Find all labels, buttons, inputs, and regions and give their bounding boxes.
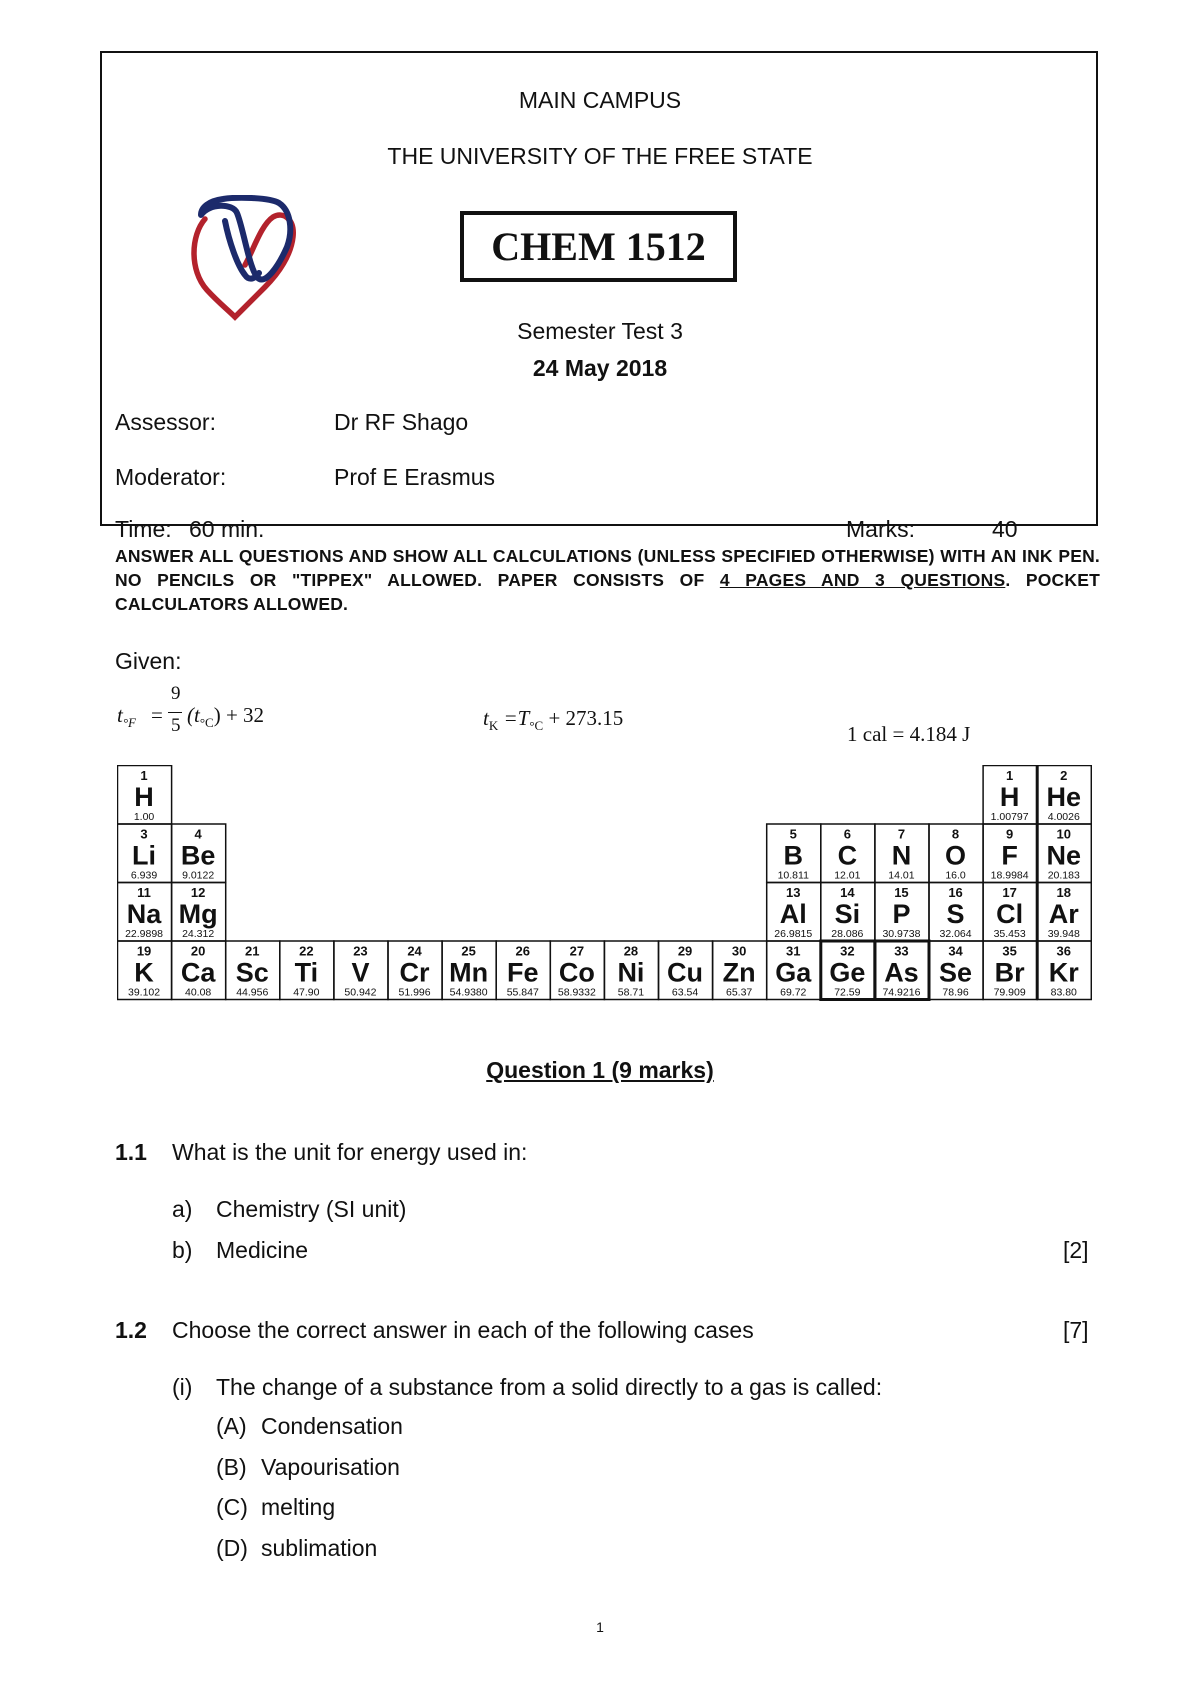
atomic-mass: 79.909: [993, 986, 1026, 999]
atomic-mass: 1.00797: [990, 811, 1029, 823]
q1-2i-text: The change of a substance from a solid directly to a gas is called:: [216, 1374, 883, 1400]
atomic-number: 24: [407, 943, 422, 959]
q1-2-text: Choose the correct answer in each of the following cases: [172, 1317, 754, 1343]
element-cell-cu: [659, 941, 713, 1000]
f-numerator: 9: [171, 683, 181, 704]
element-cell-ti: [280, 941, 334, 1000]
element-symbol: Cu: [667, 957, 704, 988]
element-symbol: Mn: [449, 957, 489, 988]
atomic-mass: 28.086: [831, 928, 864, 940]
time-value: 60 min.: [189, 516, 265, 542]
atomic-number: 23: [353, 943, 368, 959]
element-symbol: N: [891, 840, 912, 871]
atomic-number: 25: [461, 943, 476, 959]
element-symbol: Ca: [180, 957, 216, 988]
element-symbol: Br: [994, 957, 1025, 988]
element-symbol: Kr: [1048, 957, 1079, 988]
element-cell-ge: [821, 941, 875, 1000]
q1-1-text: What is the unit for energy used in:: [172, 1139, 528, 1165]
atomic-number: 4: [194, 826, 202, 842]
element-symbol: Zn: [722, 957, 756, 988]
atomic-number: 34: [948, 943, 963, 959]
element-symbol: Fe: [506, 957, 539, 988]
element-cell-se: [929, 941, 983, 1000]
atomic-number: 11: [137, 885, 151, 900]
element-cell-co: [550, 941, 604, 1000]
element-cell-li: [118, 824, 172, 883]
element-symbol: Si: [834, 899, 861, 929]
element-symbol: Li: [132, 840, 157, 871]
test-date: 24 May 2018: [532, 355, 668, 381]
element-symbol: Ni: [617, 957, 645, 988]
question-1-title: Question 1 (9 marks): [486, 1057, 714, 1083]
element-symbol: Ne: [1046, 840, 1082, 871]
atomic-number: 6: [843, 826, 851, 842]
f-equals: =: [151, 703, 163, 727]
assessor-name: Dr RF Shago: [334, 409, 469, 435]
atomic-mass: 50.942: [344, 986, 377, 999]
q1-1b-text: Medicine: [216, 1237, 309, 1263]
element-symbol: Ge: [829, 957, 866, 988]
element-cell-sc: [226, 941, 280, 1000]
kelvin-formula: $t_K =T_{^\circ C} + 273.15$: [483, 706, 624, 734]
element-symbol: Al: [779, 899, 807, 929]
option-b-text: Vapourisation: [261, 1454, 400, 1480]
element-symbol: Ti: [294, 957, 319, 988]
atomic-number: 2: [1060, 768, 1068, 783]
element-symbol: H: [134, 782, 154, 812]
element-cell-p: [875, 883, 929, 942]
marks-value: 40: [992, 516, 1018, 542]
element-cell-ar: [1037, 883, 1091, 942]
atomic-mass: 16.0: [945, 869, 966, 882]
atomic-number: 17: [1002, 885, 1017, 900]
element-symbol: He: [1046, 782, 1082, 812]
atomic-number: 22: [299, 943, 314, 959]
atomic-number: 18: [1056, 885, 1071, 900]
atomic-number: 21: [245, 943, 260, 959]
atomic-mass: 22.9898: [125, 928, 164, 940]
instructions-page-count: 4 PAGES AND 3 QUESTIONS: [719, 570, 1006, 590]
given-label: Given:: [115, 648, 182, 674]
atomic-number: 12: [190, 885, 206, 900]
element-symbol: C: [837, 840, 858, 871]
course-code-box: CHEM 1512: [460, 211, 737, 282]
atomic-number: 10: [1056, 826, 1071, 842]
atomic-number: 1: [1006, 768, 1014, 783]
element-symbol: Mg: [178, 899, 218, 929]
atomic-mass: 54.9380: [449, 986, 488, 999]
atomic-mass: 6.939: [130, 869, 158, 882]
element-symbol: F: [1001, 840, 1018, 871]
element-cell-si: [821, 883, 875, 942]
element-symbol: Sc: [235, 957, 269, 988]
atomic-mass: 18.9984: [990, 869, 1029, 882]
f-fraction-bar: [168, 712, 182, 713]
atomic-number: 16: [948, 885, 963, 900]
atomic-number: 20: [190, 943, 206, 959]
atomic-mass: 51.996: [398, 986, 431, 999]
element-symbol: V: [351, 957, 370, 988]
atomic-number: 35: [1002, 943, 1017, 959]
element-cell-br: [983, 941, 1037, 1000]
atomic-mass: 47.90: [293, 986, 320, 999]
periodic-table: [117, 765, 1092, 1005]
element-cell-s: [929, 883, 983, 942]
element-symbol: Ar: [1048, 899, 1079, 929]
instructions-text: ANSWER ALL QUESTIONS AND SHOW ALL CALCULATIONS (UNLESS SPECIFIED OTHERWISE) WITH AN INK PEN. NO PENCILS OR "TIPPEX" ALLOWED. PAPER CONSISTS OF: [115, 546, 1100, 590]
option-a-label: (A): [216, 1413, 247, 1439]
atomic-mass: 24.312: [182, 928, 215, 940]
instructions-calculators: . POCKET CALCULATORS ALLOWED.: [115, 570, 1100, 614]
option-a-text: Condensation: [261, 1413, 403, 1439]
atomic-number: 28: [623, 943, 639, 959]
element-symbol: Cl: [996, 899, 1024, 929]
time-label: Time:: [115, 516, 172, 542]
f-denominator: 5: [171, 715, 181, 736]
element-cell-n: [875, 824, 929, 883]
element-symbol: K: [134, 957, 154, 988]
element-cell-kr: [1037, 941, 1091, 1000]
moderator-name: Prof E Erasmus: [334, 464, 496, 490]
q1-2-number: 1.2: [115, 1317, 147, 1343]
q1-2-marks: [7]: [1063, 1317, 1089, 1343]
atomic-number: 15: [894, 885, 909, 900]
element-cell-o: [929, 824, 983, 883]
element-symbol: Cr: [399, 957, 430, 988]
atomic-number: 29: [677, 943, 693, 959]
q1-1-number: 1.1: [115, 1139, 147, 1165]
option-c-text: melting: [261, 1494, 336, 1520]
assessor-label: Assessor:: [115, 409, 216, 435]
element-symbol: Ga: [775, 957, 812, 988]
element-cell-cl: [983, 883, 1037, 942]
element-cell-zn: [713, 941, 767, 1000]
element-cell-c: [821, 824, 875, 883]
calorie-conversion: 1 cal = 4.184 J: [847, 722, 971, 746]
atomic-number: 7: [897, 826, 906, 842]
atomic-mass: 74.9216: [882, 986, 921, 999]
periodic-table-svg: [117, 765, 1092, 1005]
atomic-number: 27: [569, 943, 585, 959]
element-symbol: Na: [126, 899, 162, 929]
atomic-mass: 10.811: [777, 869, 809, 882]
q1-1a-text: Chemistry (SI unit): [216, 1196, 407, 1222]
atomic-number: 13: [786, 885, 801, 900]
atomic-mass: 14.01: [888, 869, 915, 882]
element-cell-f: [983, 824, 1037, 883]
element-cell-v: [334, 941, 388, 1000]
element-cell-k: [118, 941, 172, 1000]
option-d-text: sublimation: [261, 1535, 378, 1561]
atomic-number: 33: [894, 943, 909, 959]
atomic-mass: 44.956: [236, 986, 269, 999]
atomic-number: 32: [840, 943, 855, 959]
element-cell-ni: [604, 941, 658, 1000]
atomic-mass: 55.847: [506, 986, 539, 999]
element-cell-cr: [388, 941, 442, 1000]
atomic-mass: 58.9332: [557, 986, 596, 999]
element-cell-b: [767, 824, 821, 883]
atomic-number: 36: [1056, 943, 1071, 959]
element-cell-fe: [496, 941, 550, 1000]
element-cell-h: [118, 766, 172, 825]
test-name: Semester Test 3: [517, 318, 683, 344]
atomic-mass: 9.0122: [182, 869, 215, 882]
element-cell-he-right: [1037, 766, 1091, 825]
q1-1-marks: [2]: [1063, 1237, 1089, 1263]
f-lhs: $t_{^\circ F}$: [117, 703, 136, 731]
atomic-number: 19: [136, 943, 152, 959]
atomic-number: 14: [840, 885, 855, 900]
element-symbol: Be: [180, 840, 216, 871]
atomic-number: 3: [140, 826, 148, 842]
option-d-label: (D): [216, 1535, 248, 1561]
atomic-mass: 65.37: [726, 986, 753, 999]
option-c-label: (C): [216, 1494, 248, 1520]
q1-2i-label: (i): [172, 1374, 193, 1400]
atomic-mass: 30.9738: [882, 928, 921, 940]
atomic-mass: 83.80: [1050, 986, 1077, 999]
atomic-mass: 40.08: [185, 986, 212, 999]
atomic-mass: 32.064: [939, 928, 972, 940]
atomic-mass: 72.59: [834, 986, 861, 999]
university-title: THE UNIVERSITY OF THE FREE STATE: [387, 143, 813, 169]
element-symbol: O: [945, 840, 967, 871]
element-cell-ga: [767, 941, 821, 1000]
element-symbol: Se: [939, 957, 973, 988]
moderator-label: Moderator:: [115, 464, 227, 490]
q1-1b-label: b): [172, 1237, 193, 1263]
atomic-mass: 39.102: [127, 986, 161, 999]
atomic-number: 31: [786, 943, 801, 959]
element-cell-na: [118, 883, 172, 942]
element-cell-ca: [172, 941, 226, 1000]
exam-instructions: [115, 544, 1100, 616]
university-logo: [183, 195, 313, 325]
atomic-mass: 20.183: [1047, 869, 1080, 882]
atomic-number: 9: [1006, 826, 1014, 842]
element-symbol: As: [884, 957, 919, 988]
atomic-mass: 58.71: [617, 986, 645, 999]
atomic-mass: 26.9815: [774, 928, 813, 940]
element-symbol: B: [783, 840, 803, 871]
marks-label: Marks:: [846, 516, 915, 542]
element-cell-mg: [172, 883, 226, 942]
q1-1a-label: a): [172, 1196, 193, 1222]
element-symbol: S: [946, 899, 965, 929]
atomic-mass: 63.54: [671, 986, 699, 999]
element-cell-al: [767, 883, 821, 942]
atomic-mass: 78.96: [942, 986, 969, 999]
element-symbol: Co: [558, 957, 595, 988]
element-cell-be: [172, 824, 226, 883]
atomic-number: 26: [515, 943, 530, 959]
fahrenheit-formula: [117, 683, 297, 743]
atomic-number: 8: [951, 826, 960, 842]
element-cell-as: [875, 941, 929, 1000]
atomic-mass: 1.00: [133, 811, 155, 823]
element-symbol: H: [999, 782, 1020, 812]
atomic-mass: 4.0026: [1047, 811, 1080, 823]
page-number: 1: [596, 1619, 604, 1635]
atomic-mass: 69.72: [780, 986, 807, 999]
element-cell-mn: [442, 941, 496, 1000]
element-cell-ne: [1037, 824, 1091, 883]
element-symbol: P: [892, 899, 911, 929]
atomic-number: 5: [789, 826, 797, 842]
atomic-mass: 12.01: [834, 869, 861, 882]
atomic-mass: 39.948: [1047, 928, 1080, 940]
f-rhs: $(t_{^\circ C}) + 32$: [187, 703, 265, 731]
campus-title: MAIN CAMPUS: [518, 87, 682, 113]
atomic-number: 1: [140, 768, 148, 783]
element-cell-h-right: [983, 766, 1037, 825]
atomic-number: 30: [731, 943, 747, 959]
option-b-label: (B): [216, 1454, 247, 1480]
atomic-mass: 35.453: [993, 928, 1026, 940]
